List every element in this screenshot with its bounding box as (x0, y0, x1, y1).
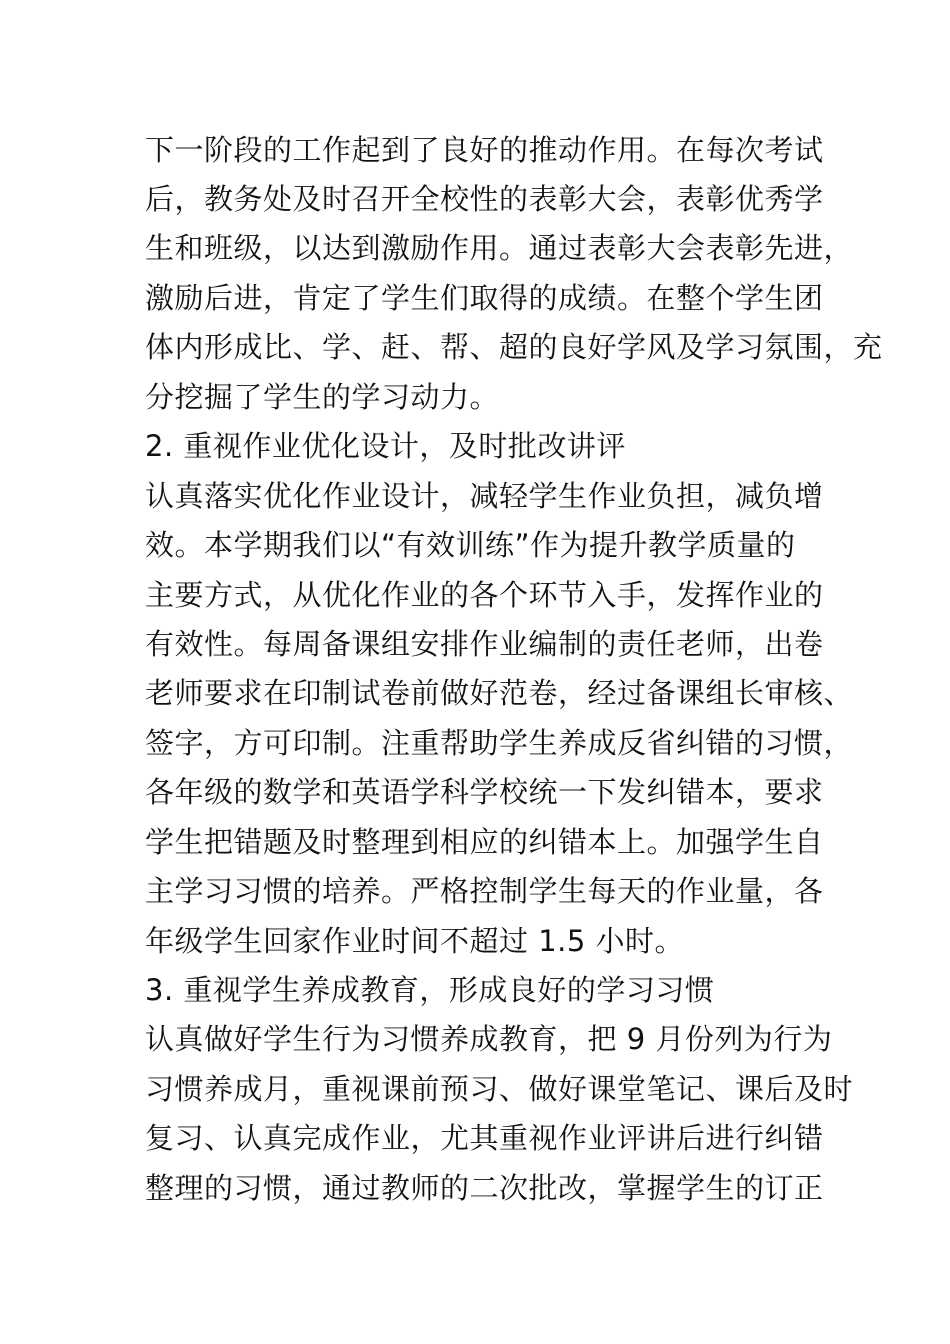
paragraph-line: 有效性。每周备课组安排作业编制的责任老师，出卷 (145, 627, 824, 661)
paragraph-line: 学生把错题及时整理到相应的纠错本上。加强学生自 (145, 825, 824, 859)
paragraph-line: 分挖掘了学生的学习动力。 (145, 380, 500, 414)
paragraph-line: 各年级的数学和英语学科学校统一下发纠错本，要求 (145, 775, 824, 809)
paragraph-line: 主学习习惯的培养。严格控制学生每天的作业量，各 (145, 874, 824, 908)
paragraph-line: 复习、认真完成作业，尤其重视作业评讲后进行纠错 (145, 1121, 824, 1155)
paragraph-line: 效。本学期我们以“有效训练”作为提升教学质量的 (145, 528, 796, 562)
paragraph-line: 年级学生回家作业时间不超过 1.5 小时。 (145, 924, 685, 958)
paragraph-line: 整理的习惯，通过教师的二次批改，掌握学生的订正 (145, 1171, 824, 1205)
paragraph-line: 习惯养成月，重视课前预习、做好课堂笔记、课后及时 (145, 1072, 854, 1106)
paragraph-line: 签字，方可印制。注重帮助学生养成反省纠错的习惯， (145, 726, 854, 760)
paragraph-line: 激励后进，肯定了学生们取得的成绩。在整个学生团 (145, 281, 824, 315)
section-heading: 3. 重视学生养成教育，形成良好的学习习惯 (145, 973, 715, 1007)
paragraph-line: 生和班级，以达到激励作用。通过表彰大会表彰先进， (145, 231, 854, 265)
paragraph-line: 后，教务处及时召开全校性的表彰大会，表彰优秀学 (145, 182, 824, 216)
paragraph-line: 下一阶段的工作起到了良好的推动作用。在每次考试 (145, 133, 824, 167)
paragraph-line: 老师要求在印制试卷前做好范卷，经过备课组长审核、 (145, 676, 854, 710)
paragraph-line: 体内形成比、学、赶、帮、超的良好学风及学习氛围，充 (145, 330, 883, 364)
paragraph-line: 认真落实优化作业设计，减轻学生作业负担，减负增 (145, 479, 824, 513)
paragraph-line: 主要方式，从优化作业的各个环节入手，发挥作业的 (145, 578, 824, 612)
paragraph-line: 认真做好学生行为习惯养成教育，把 9 月份列为行为 (145, 1022, 833, 1056)
section-heading: 2. 重视作业优化设计，及时批改讲评 (145, 429, 626, 463)
